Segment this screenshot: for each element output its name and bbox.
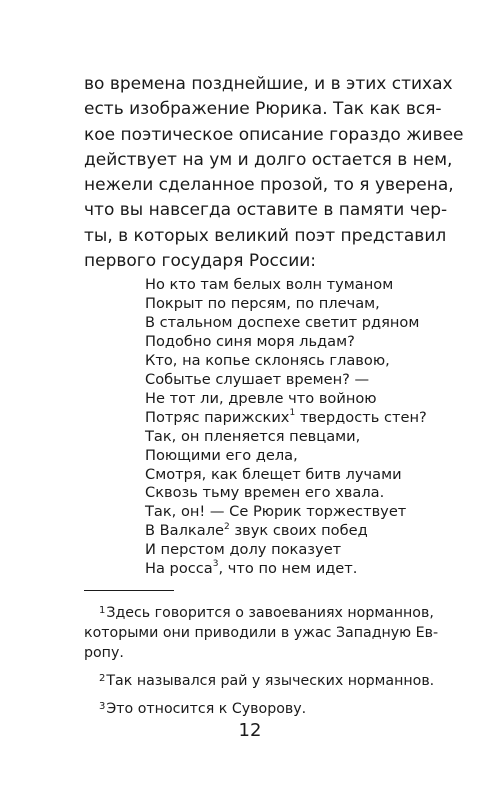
prose-line: во времена позднейшие, и в этих стихах: [84, 74, 453, 94]
poem-stanza: [145, 276, 427, 579]
poem-line: Так, он! — Се Рюрик торжествует: [145, 503, 407, 521]
footnote-line: $^1$Здесь говорится о завоеваниях норманнов,: [99, 605, 434, 621]
poem-line: Но кто там белых волн туманом: [145, 276, 394, 293]
footnote-line: $^3$Это относится к Суворову.: [99, 701, 307, 717]
footnote-line: которыми они приводили в ужас Западную Ев-: [84, 625, 439, 641]
footnote-divider: [84, 590, 174, 591]
footnote-2: [84, 669, 435, 691]
poem-line: [145, 522, 427, 541]
footnote-3: [84, 697, 429, 719]
poem-text: В Валкале: [145, 522, 224, 540]
footnote-1: [84, 601, 439, 663]
footnotes: [84, 601, 439, 725]
prose-line: есть изображение Рюрика. Так как вся-: [84, 99, 442, 120]
poem-line: Смотря, как блещет битв лучами: [145, 465, 402, 483]
poem-text: Потряс парижских: [145, 408, 290, 426]
prose-line: нежели сделанное прозой, то я уверена,: [84, 175, 454, 196]
poem-line: [145, 560, 427, 579]
prose-line: первого государя России:: [84, 251, 317, 272]
page-number: 12: [238, 720, 262, 741]
footnote-ref[interactable]: 1: [289, 407, 296, 418]
poem-text: , что по нем идет.: [218, 560, 358, 578]
prose-line: что вы навсегда оставите в памяти чер-: [84, 200, 448, 221]
footnote-line: ропу.: [84, 645, 124, 661]
footnote-line: $^2$Так назывался рай у языческих норманнов.: [99, 673, 435, 689]
footnote-ref[interactable]: 2: [224, 521, 230, 532]
poem-text: звук своих побед: [229, 522, 368, 540]
poem-line: Сквозь тьму времен его хвала.: [145, 484, 385, 502]
footnote-marker: 3: [99, 701, 106, 712]
poem-line: Событье слушает времен? —: [145, 370, 370, 388]
prose-line: ты, в которых великий поэт представил: [84, 225, 447, 246]
poem-line: Подобно синя моря льдам?: [145, 332, 355, 350]
poem-line: Так, он пленяется певцами,: [145, 427, 361, 445]
poem-text: твердость стен?: [295, 408, 427, 426]
footnote-marker: 1: [99, 605, 106, 616]
prose-paragraph: [84, 72, 464, 274]
poem-line: Покрыт по персям, по плечам,: [145, 294, 380, 312]
poem-line: Кто, на копье склонясь главою,: [145, 351, 390, 369]
poem-line: Поющими его дела,: [145, 446, 298, 464]
poem-line: В стальном доспехе светит рдяном: [145, 313, 420, 331]
footnote-marker: 2: [99, 673, 106, 684]
poem-line: [145, 409, 427, 428]
footnote-ref[interactable]: 3: [212, 559, 219, 570]
poem-line: И перстом долу показует: [145, 541, 342, 559]
prose-line: действует на ум и долго остается в нем,: [84, 149, 453, 170]
poem-text: На росса: [145, 560, 213, 578]
poem-line: Не тот ли, древле что войною: [145, 389, 377, 407]
prose-line: кое поэтическое описание гораздо живее: [84, 124, 464, 145]
